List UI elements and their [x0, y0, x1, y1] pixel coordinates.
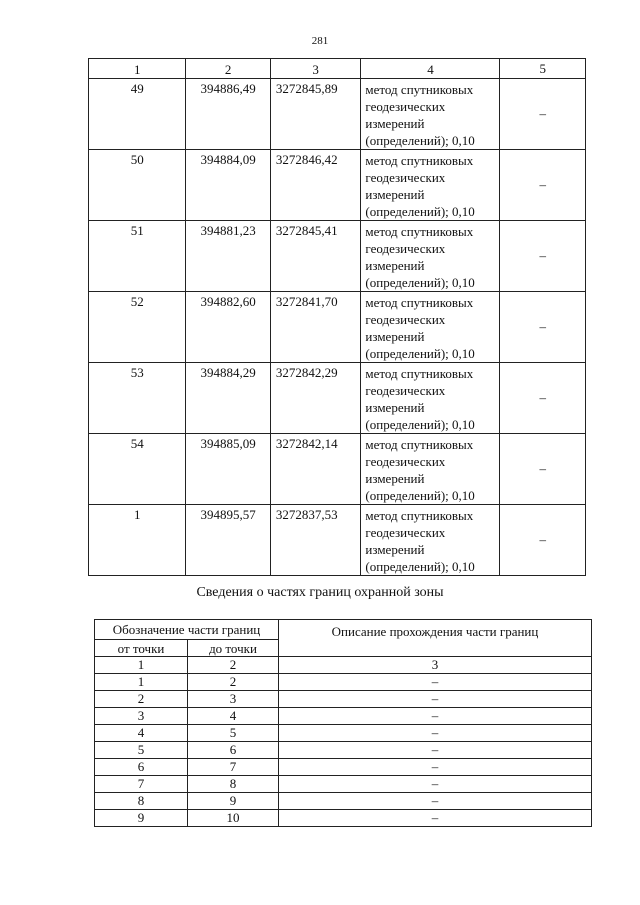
method-line: (определений); 0,10: [365, 275, 475, 290]
y-coordinate-cell: 3272845,89: [270, 79, 361, 150]
description-cell: –: [279, 674, 592, 691]
remark-cell: –: [500, 505, 586, 576]
header-col-3: 3: [270, 59, 361, 79]
header-col-2: 2: [186, 59, 270, 79]
description-cell: –: [279, 793, 592, 810]
numbering-col-3: 3: [279, 657, 592, 674]
table-header-row: [89, 59, 586, 79]
section-title: Сведения о частях границ охранной зоны: [196, 585, 444, 600]
page-number: 281: [311, 35, 329, 47]
remark-cell: –: [500, 292, 586, 363]
method-line: геодезических: [365, 383, 446, 398]
method-line: метод спутниковых: [365, 224, 474, 239]
table-row: [89, 292, 586, 363]
from-point-cell: 2: [95, 691, 188, 708]
method-line: измерений: [365, 116, 425, 131]
table-row: [89, 505, 586, 576]
y-coordinate-cell: 3272846,42: [270, 150, 361, 221]
method-cell: [361, 363, 500, 434]
from-point-cell: 8: [95, 793, 188, 810]
table-header-row: [95, 620, 592, 640]
method-line: геодезических: [365, 241, 446, 256]
remark-cell: –: [500, 363, 586, 434]
header-col-5: 5: [500, 59, 586, 79]
table-row: [95, 742, 592, 759]
method-line: метод спутниковых: [365, 508, 474, 523]
method-line: (определений); 0,10: [365, 133, 475, 148]
method-line: геодезических: [365, 454, 446, 469]
table-row: [89, 221, 586, 292]
table-row: [95, 708, 592, 725]
from-point-cell: 6: [95, 759, 188, 776]
description-cell: –: [279, 708, 592, 725]
boundary-parts-table: [94, 619, 592, 827]
description-cell: –: [279, 725, 592, 742]
point-number-cell: 51: [89, 221, 186, 292]
group-header: Обозначение части границ: [95, 620, 279, 640]
header-col-1: 1: [89, 59, 186, 79]
table-row: [95, 725, 592, 742]
method-line: (определений); 0,10: [365, 417, 475, 432]
description-cell: –: [279, 691, 592, 708]
method-line: измерений: [365, 187, 425, 202]
y-coordinate-cell: 3272837,53: [270, 505, 361, 576]
table-row: [95, 776, 592, 793]
description-cell: –: [279, 776, 592, 793]
from-point-cell: 1: [95, 674, 188, 691]
point-number-cell: 49: [89, 79, 186, 150]
numbering-col-2: 2: [188, 657, 279, 674]
y-coordinate-cell: 3272842,14: [270, 434, 361, 505]
table-row: [95, 674, 592, 691]
to-point-cell: 8: [188, 776, 279, 793]
remark-cell: –: [500, 221, 586, 292]
table-row: [95, 759, 592, 776]
y-coordinate-cell: 3272841,70: [270, 292, 361, 363]
from-point-cell: 4: [95, 725, 188, 742]
method-line: (определений); 0,10: [365, 204, 475, 219]
to-point-cell: 9: [188, 793, 279, 810]
x-coordinate-cell: 394882,60: [186, 292, 270, 363]
method-line: геодезических: [365, 312, 446, 327]
table-row: [89, 150, 586, 221]
table-row: [89, 363, 586, 434]
to-point-cell: 3: [188, 691, 279, 708]
table-row: [89, 79, 586, 150]
table-row: [95, 691, 592, 708]
method-cell: [361, 150, 500, 221]
method-line: геодезических: [365, 525, 446, 540]
method-line: измерений: [365, 258, 425, 273]
remark-cell: –: [500, 434, 586, 505]
point-number-cell: 53: [89, 363, 186, 434]
method-cell: [361, 79, 500, 150]
method-line: метод спутниковых: [365, 82, 474, 97]
point-number-cell: 50: [89, 150, 186, 221]
method-cell: [361, 221, 500, 292]
from-point-cell: 5: [95, 742, 188, 759]
method-cell: [361, 434, 500, 505]
description-cell: –: [279, 759, 592, 776]
header-col-4: 4: [361, 59, 500, 79]
description-cell: –: [279, 742, 592, 759]
method-line: метод спутниковых: [365, 437, 474, 452]
x-coordinate-cell: 394881,23: [186, 221, 270, 292]
method-line: метод спутниковых: [365, 153, 474, 168]
from-point-cell: 3: [95, 708, 188, 725]
x-coordinate-cell: 394884,29: [186, 363, 270, 434]
table-row: [95, 793, 592, 810]
x-coordinate-cell: 394895,57: [186, 505, 270, 576]
remark-cell: –: [500, 79, 586, 150]
to-point-cell: 7: [188, 759, 279, 776]
numbering-col-1: 1: [95, 657, 188, 674]
method-line: измерений: [365, 542, 425, 557]
method-line: метод спутниковых: [365, 366, 474, 381]
method-line: измерений: [365, 329, 425, 344]
method-line: измерений: [365, 471, 425, 486]
column-numbering-row: [95, 657, 592, 674]
description-header: Описание прохождения части границ: [279, 620, 592, 657]
y-coordinate-cell: 3272845,41: [270, 221, 361, 292]
to-point-cell: 10: [188, 810, 279, 827]
point-number-cell: 52: [89, 292, 186, 363]
method-cell: [361, 505, 500, 576]
method-line: геодезических: [365, 99, 446, 114]
description-cell: –: [279, 810, 592, 827]
table-row: [95, 810, 592, 827]
method-cell: [361, 292, 500, 363]
x-coordinate-cell: 394885,09: [186, 434, 270, 505]
method-line: (определений); 0,10: [365, 488, 475, 503]
to-point-cell: 4: [188, 708, 279, 725]
x-coordinate-cell: 394884,09: [186, 150, 270, 221]
method-line: (определений); 0,10: [365, 346, 475, 361]
method-line: (определений); 0,10: [365, 559, 475, 574]
table-row: [89, 434, 586, 505]
method-line: измерений: [365, 400, 425, 415]
to-point-cell: 5: [188, 725, 279, 742]
method-line: метод спутниковых: [365, 295, 474, 310]
x-coordinate-cell: 394886,49: [186, 79, 270, 150]
remark-cell: –: [500, 150, 586, 221]
to-point-cell: 2: [188, 674, 279, 691]
coordinates-table: [88, 58, 586, 576]
from-point-cell: 7: [95, 776, 188, 793]
y-coordinate-cell: 3272842,29: [270, 363, 361, 434]
method-line: геодезических: [365, 170, 446, 185]
to-point-header: до точки: [188, 640, 279, 657]
to-point-cell: 6: [188, 742, 279, 759]
point-number-cell: 1: [89, 505, 186, 576]
point-number-cell: 54: [89, 434, 186, 505]
from-point-header: от точки: [95, 640, 188, 657]
from-point-cell: 9: [95, 810, 188, 827]
